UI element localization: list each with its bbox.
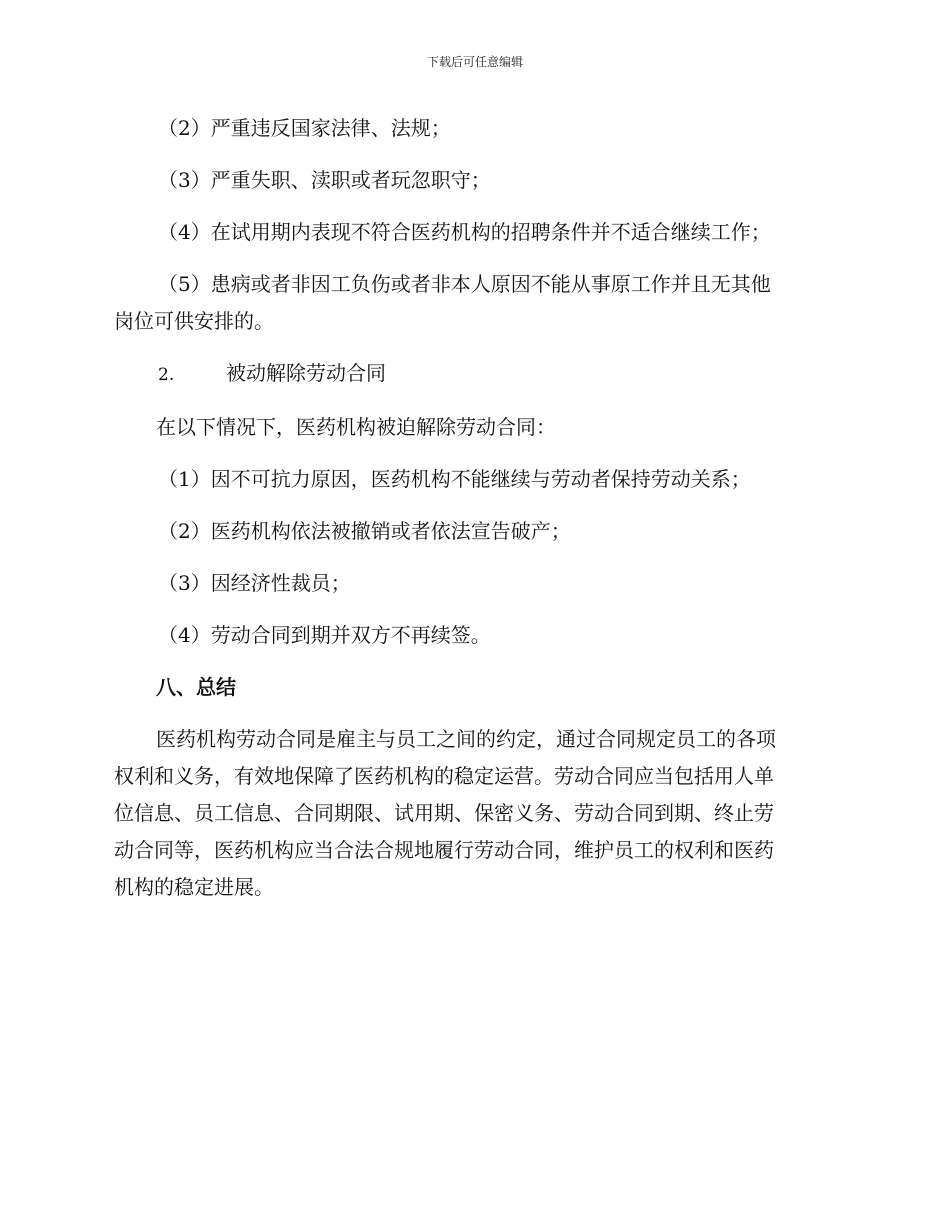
summary-line-5: 机构的稳定进展。 bbox=[114, 875, 274, 899]
termination-item-3: （3）严重失职、渎职或者玩忽职守； bbox=[158, 168, 491, 192]
section-number: 2. bbox=[158, 365, 175, 385]
termination-item-4: （4）在试用期内表现不符合医药机构的招聘条件并不适合继续工作； bbox=[158, 220, 771, 244]
passive-item-2: （2）医药机构依法被撤销或者依法宣告破产； bbox=[158, 519, 571, 543]
passive-item-1: （1）因不可抗力原因，医药机构不能继续与劳动者保持劳动关系； bbox=[158, 467, 751, 491]
section-intro: 在以下情况下，医药机构被迫解除劳动合同： bbox=[156, 415, 556, 439]
section-title: 被动解除劳动合同 bbox=[226, 361, 386, 385]
passive-item-4: （4）劳动合同到期并双方不再续签。 bbox=[158, 623, 491, 647]
termination-item-5-line-1: （5）患病或者非因工负伤或者非本人原因不能从事原工作并且无其他 bbox=[158, 272, 771, 296]
summary-line-2: 权利和义务，有效地保障了医药机构的稳定运营。劳动合同应当包括用人单 bbox=[114, 764, 774, 788]
page-header: 下载后可任意编辑 bbox=[426, 55, 523, 69]
document-body bbox=[114, 110, 834, 921]
termination-item-5 bbox=[114, 266, 834, 340]
termination-item-2: （2）严重违反国家法律、法规； bbox=[158, 116, 451, 140]
passive-item-3: （3）因经济性裁员； bbox=[158, 571, 351, 595]
section-heading-passive bbox=[114, 355, 834, 394]
summary-line-3: 位信息、员工信息、合同期限、试用期、保密义务、劳动合同到期、终止劳 bbox=[114, 801, 774, 825]
summary-line-4: 动合同等，医药机构应当合法合规地履行劳动合同，维护员工的权利和医药 bbox=[114, 838, 774, 862]
summary-paragraph bbox=[114, 721, 834, 906]
summary-heading: 八、总结 bbox=[156, 675, 236, 699]
termination-item-5-line-2: 岗位可供安排的。 bbox=[114, 309, 274, 333]
summary-line-1: 医药机构劳动合同是雇主与员工之间的约定，通过合同规定员工的各项 bbox=[156, 727, 776, 751]
